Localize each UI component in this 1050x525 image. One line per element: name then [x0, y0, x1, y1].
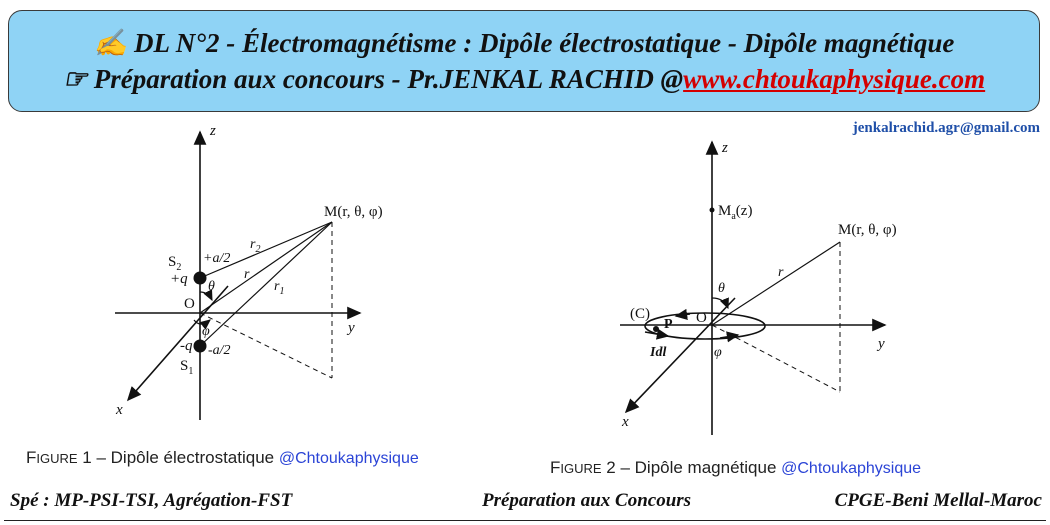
figure2-caption: FIGURE 2 – Dipôle magnétique @Chtoukaphysique [550, 458, 922, 477]
footer-left: Spé : MP-PSI-TSI, Agrégation-FST [10, 490, 293, 511]
r1-label: $r_1$ [274, 279, 285, 297]
vector-r1 [200, 222, 332, 346]
loop-c-label: (C) [630, 306, 650, 322]
plus-q-label: +q [170, 271, 188, 287]
positive-charge [194, 272, 207, 285]
phi-label: φ [714, 345, 722, 360]
header-title: DL N°2 - Électromagnétisme : Dipôle électrostatique - Dipôle magnétique [133, 28, 955, 58]
r2-label: $r_2$ [250, 237, 261, 255]
s1-label: $S_1$ [180, 358, 194, 377]
plus-a-label: +a/2 [203, 251, 231, 266]
header-banner [8, 10, 1040, 112]
idl-label: Idl [650, 345, 667, 360]
point-ma [710, 208, 715, 213]
point-p [653, 326, 659, 332]
origin-label: O [696, 310, 707, 326]
vector-r2 [200, 222, 332, 278]
z-axis-label: z [722, 140, 728, 156]
projection-from-origin [712, 325, 840, 392]
r-label: r [244, 267, 250, 282]
minus-q-label: -q [180, 338, 193, 354]
y-axis-label: y [878, 336, 885, 352]
figure1-tag[interactable]: @Chtoukaphysique [278, 450, 419, 467]
figure2-tag[interactable]: @Chtoukaphysique [781, 460, 922, 477]
minus-a-label: -a/2 [208, 343, 231, 358]
website-link[interactable]: www.chtoukaphysique.com [683, 64, 986, 94]
writing-hand-icon: ✍ [93, 28, 128, 58]
header-subtitle: Préparation aux concours - Pr.JENKAL RACHID @ [93, 64, 684, 94]
vector-r [200, 222, 332, 313]
pointing-hand-icon: ☞ [62, 64, 88, 94]
theta-label: θ [208, 279, 215, 294]
s2-label: $S_2$ [168, 254, 182, 273]
x-axis-label: x [116, 402, 123, 418]
header-line-1 [94, 25, 955, 61]
vector-r [712, 242, 840, 325]
phi-label: φ [202, 324, 210, 339]
r-label: r [778, 265, 784, 280]
header-line-2 [63, 61, 985, 97]
origin-label: O [184, 296, 195, 312]
point-m-label: M(r, θ, φ) [324, 204, 383, 220]
footer-center: Préparation aux Concours [482, 490, 692, 511]
footer-divider [4, 520, 1046, 521]
x-axis-label: x [622, 414, 629, 430]
figure1-caption: FIGURE 1 – Dipôle électrostatique @Chtoukaphysique [26, 448, 419, 467]
y-axis-label: y [348, 320, 355, 336]
theta-arc [712, 298, 728, 308]
z-axis-label: z [210, 123, 216, 139]
point-m-label: M(r, θ, φ) [838, 222, 897, 238]
figure-magnetic-dipole [600, 130, 910, 440]
footer-right: CPGE-Beni Mellal-Maroc [834, 490, 1042, 511]
figure-electric-dipole [100, 120, 430, 440]
author-email[interactable]: jenkalrachid.agr@gmail.com [852, 120, 1040, 136]
point-ma-label: $M_a(z)$ [718, 203, 753, 222]
point-p-label: P [664, 317, 673, 332]
negative-charge [194, 340, 207, 353]
idl-arrow [645, 332, 668, 336]
theta-label: θ [718, 281, 725, 296]
